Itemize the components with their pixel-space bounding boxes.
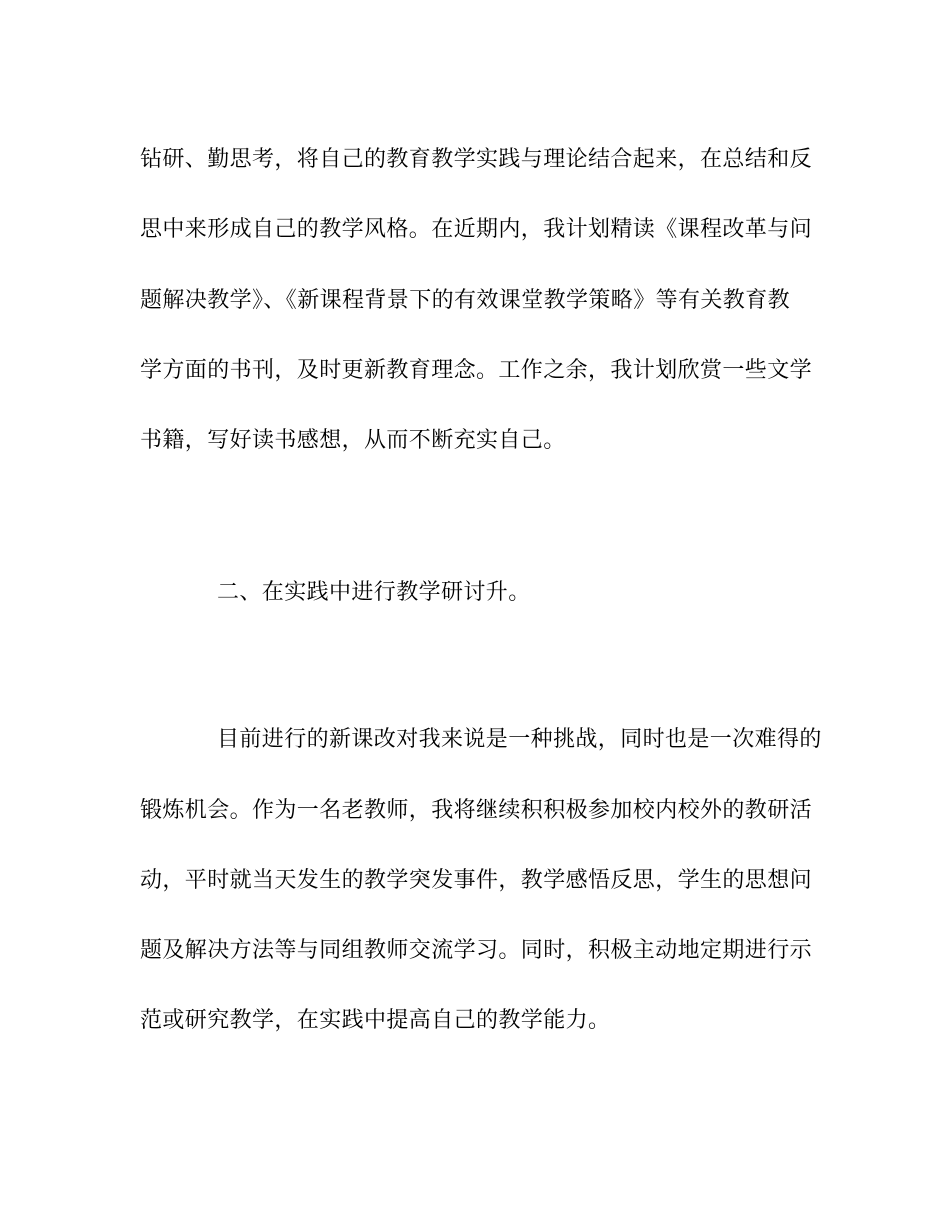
paragraph-line: 题及解决方法等与同组教师交流学习。同时，积极主动地定期进行示 <box>140 938 813 963</box>
paragraph-line: 锻炼机会。作为一名老教师，我将继续积积极参加校内校外的教研活 <box>140 798 813 823</box>
paragraph-line: 思中来形成自己的教学风格。在近期内，我计划精读《课程改革与问 <box>140 217 813 242</box>
section-heading: 二、在实践中进行教学研讨升。 <box>217 580 531 605</box>
paragraph-line: 范或研究教学，在实践中提高自己的教学能力。 <box>140 1008 611 1033</box>
paragraph-line: 书籍，写好读书感想，从而不断充实自己。 <box>140 428 566 453</box>
paragraph-line: 学方面的书刊，及时更新教育理念。工作之余，我计划欣赏一些文学 <box>140 358 813 383</box>
paragraph-line: 动，平时就当天发生的教学突发事件，教学感悟反思，学生的思想问 <box>140 868 813 893</box>
paragraph-line: 目前进行的新课改对我来说是一种挑战，同时也是一次难得的 <box>217 727 822 752</box>
paragraph-line: 题解决教学》、《新课程背景下的有效课堂教学策略》等有关教育教 <box>140 288 791 313</box>
paragraph-line: 钻研、勤思考，将自己的教育教学实践与理论结合起来，在总结和反 <box>140 147 813 172</box>
